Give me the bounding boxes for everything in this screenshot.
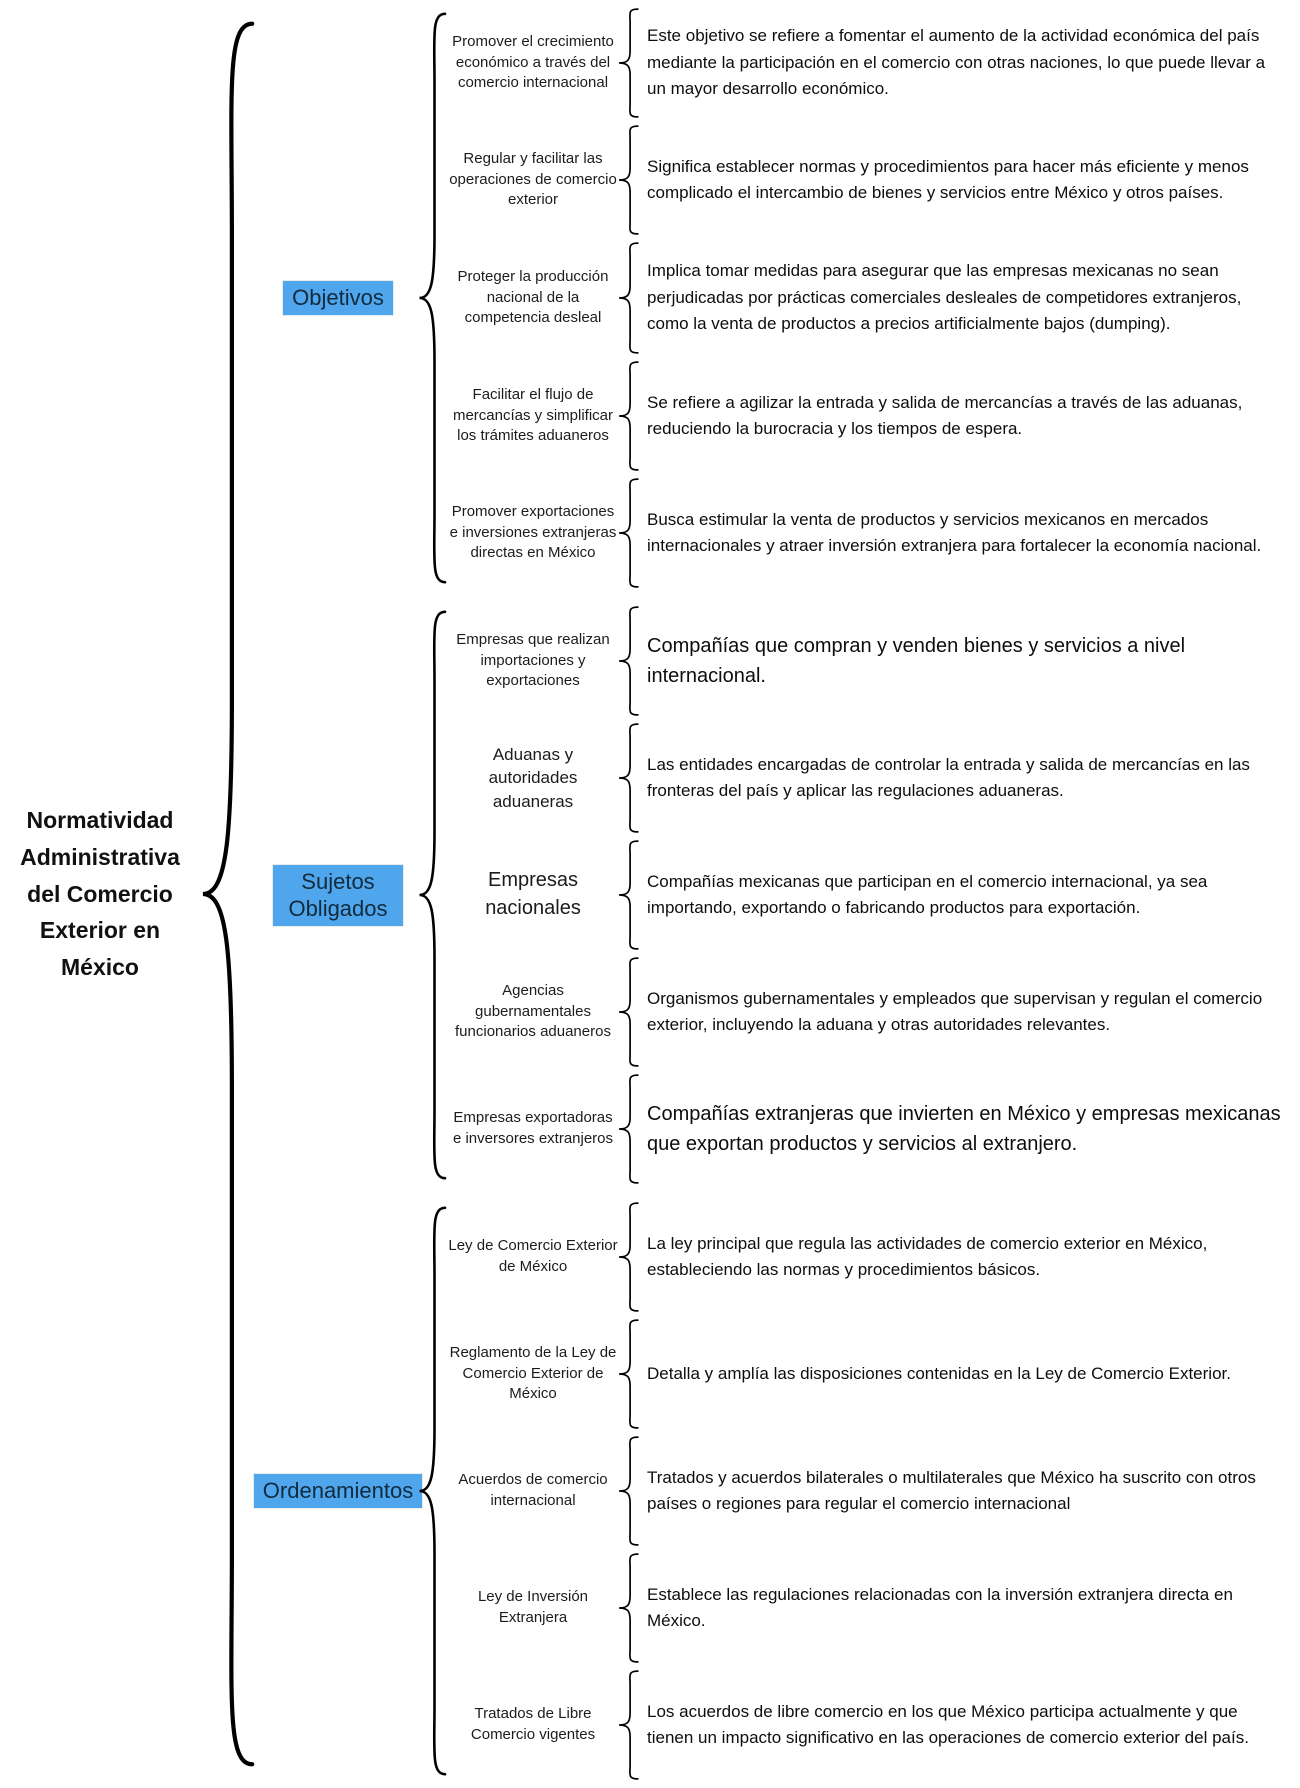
branch-sujetos-obligados xyxy=(258,606,1300,1184)
node-description[interactable]: Busca estimular la venta de productos y servicios mexicanos en mercados internacionales y atraer inversión extranjera para fortalecer la economía nacional. xyxy=(647,509,1262,555)
node-label[interactable]: Agencias gubernamentales funcionarios aduaneros xyxy=(455,981,611,1041)
branch-label-column xyxy=(258,606,418,1184)
mind-map-node xyxy=(448,478,1300,588)
branch-brace-icon xyxy=(418,1202,448,1780)
root-topic[interactable]: Normatividad Administrativa del Comercio Exterior en México xyxy=(20,807,180,981)
brace-icon xyxy=(618,840,640,950)
branch-label-column xyxy=(258,1202,418,1780)
node-label[interactable]: Ley de Inversión Extranjera xyxy=(477,1588,589,1626)
brace-icon xyxy=(618,478,640,588)
node-description[interactable]: Organismos gubernamentales y empleados que supervisan y regulan el comercio exterior, incluyendo la aduana y otras autoridades relevantes. xyxy=(647,988,1263,1034)
branch-items xyxy=(448,1202,1300,1780)
branch-objetivos xyxy=(258,8,1300,588)
node-label[interactable]: Empresas exportadoras e inversores extranjeros xyxy=(452,1109,614,1147)
node-description[interactable]: Establece las regulaciones relacionadas con la inversión extranjera directa en México. xyxy=(647,1584,1233,1630)
node-label[interactable]: Ley de Comercio Exterior de México xyxy=(448,1237,618,1275)
node-description[interactable]: La ley principal que regula las actividades de comercio exterior en México, estableciendo las normas y procedimientos básicos. xyxy=(647,1233,1208,1279)
brace-icon xyxy=(618,1319,640,1429)
brace-icon xyxy=(618,1670,640,1780)
mind-map-node xyxy=(448,957,1300,1067)
node-label[interactable]: Acuerdos de comercio internacional xyxy=(458,1471,608,1509)
mind-map-node xyxy=(448,840,1300,950)
node-description[interactable]: Este objetivo se refiere a fomentar el aumento de la actividad económica del país mediante la participación en el comercio con otras naciones, lo que puede llevar a un mayor desarrollo económico. xyxy=(647,26,1266,99)
brace-icon xyxy=(618,606,640,716)
brace-icon xyxy=(618,957,640,1067)
mind-map-node xyxy=(448,1670,1300,1780)
node-label[interactable]: Regular y facilitar las operaciones de comercio exterior xyxy=(449,149,617,209)
node-description[interactable]: Implica tomar medidas para asegurar que las empresas mexicanas no sean perjudicadas por prácticas comerciales desleales de competidores extranjeros, como la venta de productos a precios artificialmente bajos (dumping). xyxy=(647,261,1242,334)
mind-map-node xyxy=(448,361,1300,471)
branch-items xyxy=(448,606,1300,1184)
node-description[interactable]: Compañías mexicanas que participan en el comercio internacional, ya sea importando, exportando o fabricando productos para exportación. xyxy=(647,871,1208,917)
mind-map-node xyxy=(448,242,1300,354)
branch-label-ordenamientos[interactable]: Ordenamientos xyxy=(254,1474,422,1508)
node-label[interactable]: Promover exportaciones e inversiones extranjeras directas en México xyxy=(449,502,617,562)
mind-map-node xyxy=(448,1436,1300,1546)
brace-icon xyxy=(618,1436,640,1546)
node-label[interactable]: Empresas que realizan importaciones y exportaciones xyxy=(456,630,610,690)
node-label[interactable]: Reglamento de la Ley de Comercio Exterior de México xyxy=(449,1343,617,1403)
node-label[interactable]: Aduanas y autoridades aduaneras xyxy=(488,744,578,811)
node-description[interactable]: Compañías que compran y venden bienes y servicios a nivel internacional. xyxy=(647,635,1186,687)
brace-icon xyxy=(618,8,640,118)
node-description[interactable]: Las entidades encargadas de controlar la entrada y salida de mercancías en las fronteras del país y aplicar las regulaciones aduaneras. xyxy=(647,754,1250,800)
mind-map-node xyxy=(448,1074,1300,1184)
brace-icon xyxy=(618,1074,640,1184)
branches xyxy=(258,6,1300,1782)
root-brace-icon xyxy=(200,6,258,1782)
node-description[interactable]: Detalla y amplía las disposiciones contenidas en la Ley de Comercio Exterior. xyxy=(647,1363,1231,1383)
mind-map-node xyxy=(448,1202,1300,1312)
brace-icon xyxy=(618,242,640,354)
node-description[interactable]: Compañías extranjeras que invierten en México y empresas mexicanas que exportan productos y servicios al extranjero. xyxy=(647,1103,1281,1155)
branch-label-column xyxy=(258,8,418,588)
node-description[interactable]: Significa establecer normas y procedimientos para hacer más eficiente y menos complicado el intercambio de bienes y servicios entre México y otros países. xyxy=(647,156,1249,202)
root-column xyxy=(0,6,200,1782)
node-description[interactable]: Tratados y acuerdos bilaterales o multilaterales que México ha suscrito con otros países o regiones para regular el comercio internacional xyxy=(647,1467,1256,1513)
mind-map-node xyxy=(448,606,1300,716)
branch-label-sujetos-obligados[interactable]: Sujetos Obligados xyxy=(273,865,403,926)
node-label[interactable]: Facilitar el flujo de mercancías y simplificar los trámites aduaneros xyxy=(452,385,614,445)
branch-brace-icon xyxy=(418,8,448,588)
mind-map-node xyxy=(448,8,1300,118)
mind-map-node xyxy=(448,1553,1300,1663)
node-description[interactable]: Los acuerdos de libre comercio en los que México participa actualmente y que tienen un impacto significativo en las operaciones de comercio exterior del país. xyxy=(647,1701,1249,1747)
mind-map-node xyxy=(448,723,1300,833)
brace-icon xyxy=(618,1202,640,1312)
brace-icon xyxy=(618,1553,640,1663)
node-label[interactable]: Tratados de Libre Comercio vigentes xyxy=(470,1705,596,1743)
brace-icon xyxy=(618,361,640,471)
node-label[interactable]: Proteger la producción nacional de la competencia desleal xyxy=(457,267,609,327)
branch-ordenamientos xyxy=(258,1202,1300,1780)
node-description[interactable]: Se refiere a agilizar la entrada y salida de mercancías a través de las aduanas, reduciendo la burocracia y los tiempos de espera. xyxy=(647,392,1243,438)
node-label[interactable]: Empresas nacionales xyxy=(485,869,581,919)
brace-icon xyxy=(618,125,640,235)
brace-icon xyxy=(618,723,640,833)
mind-map-node xyxy=(448,125,1300,235)
branch-brace-icon xyxy=(418,606,448,1184)
node-label[interactable]: Promover el crecimiento económico a través del comercio internacional xyxy=(452,32,614,92)
mind-map-node xyxy=(448,1319,1300,1429)
branch-label-objetivos[interactable]: Objetivos xyxy=(283,281,393,315)
branch-items xyxy=(448,8,1300,588)
